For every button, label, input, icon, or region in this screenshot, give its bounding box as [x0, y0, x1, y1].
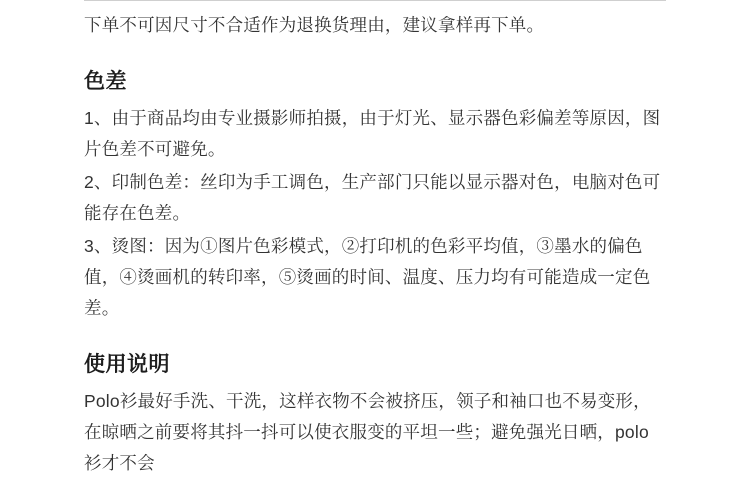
lead-paragraph: 下单不可因尺寸不合适作为退换货理由，建议拿样再下单。: [84, 15, 545, 35]
paragraph-color-difference-2: 2、印制色差：丝印为手工调色，生产部门只能以显示器对色，电脑对色可能存在色差。: [84, 172, 661, 223]
page-top-divider: [84, 0, 666, 1]
paragraph-color-difference-3: 3、烫图：因为①图片色彩模式，②打印机的色彩平均值，③墨水的偏色值，④烫画机的转印率，⑤烫画的时间、温度、压力均有可能造成一定色差。: [84, 236, 651, 318]
section-heading-color-difference: 色差: [84, 70, 127, 93]
paragraph-color-difference-1: 1、由于商品均由专业摄影师拍摄，由于灯光、显示器色彩偏差等原因，图片色差不可避免。: [84, 108, 661, 159]
section-heading-instructions: 使用说明: [84, 353, 170, 376]
paragraph-instructions-1: Polo衫最好手洗、干洗，这样衣物不会被挤压，领子和袖口也不易变形，在晾晒之前要将其抖一抖可以使衣服变的平坦一些；避免强光日晒，polo衫才不会: [84, 391, 651, 473]
